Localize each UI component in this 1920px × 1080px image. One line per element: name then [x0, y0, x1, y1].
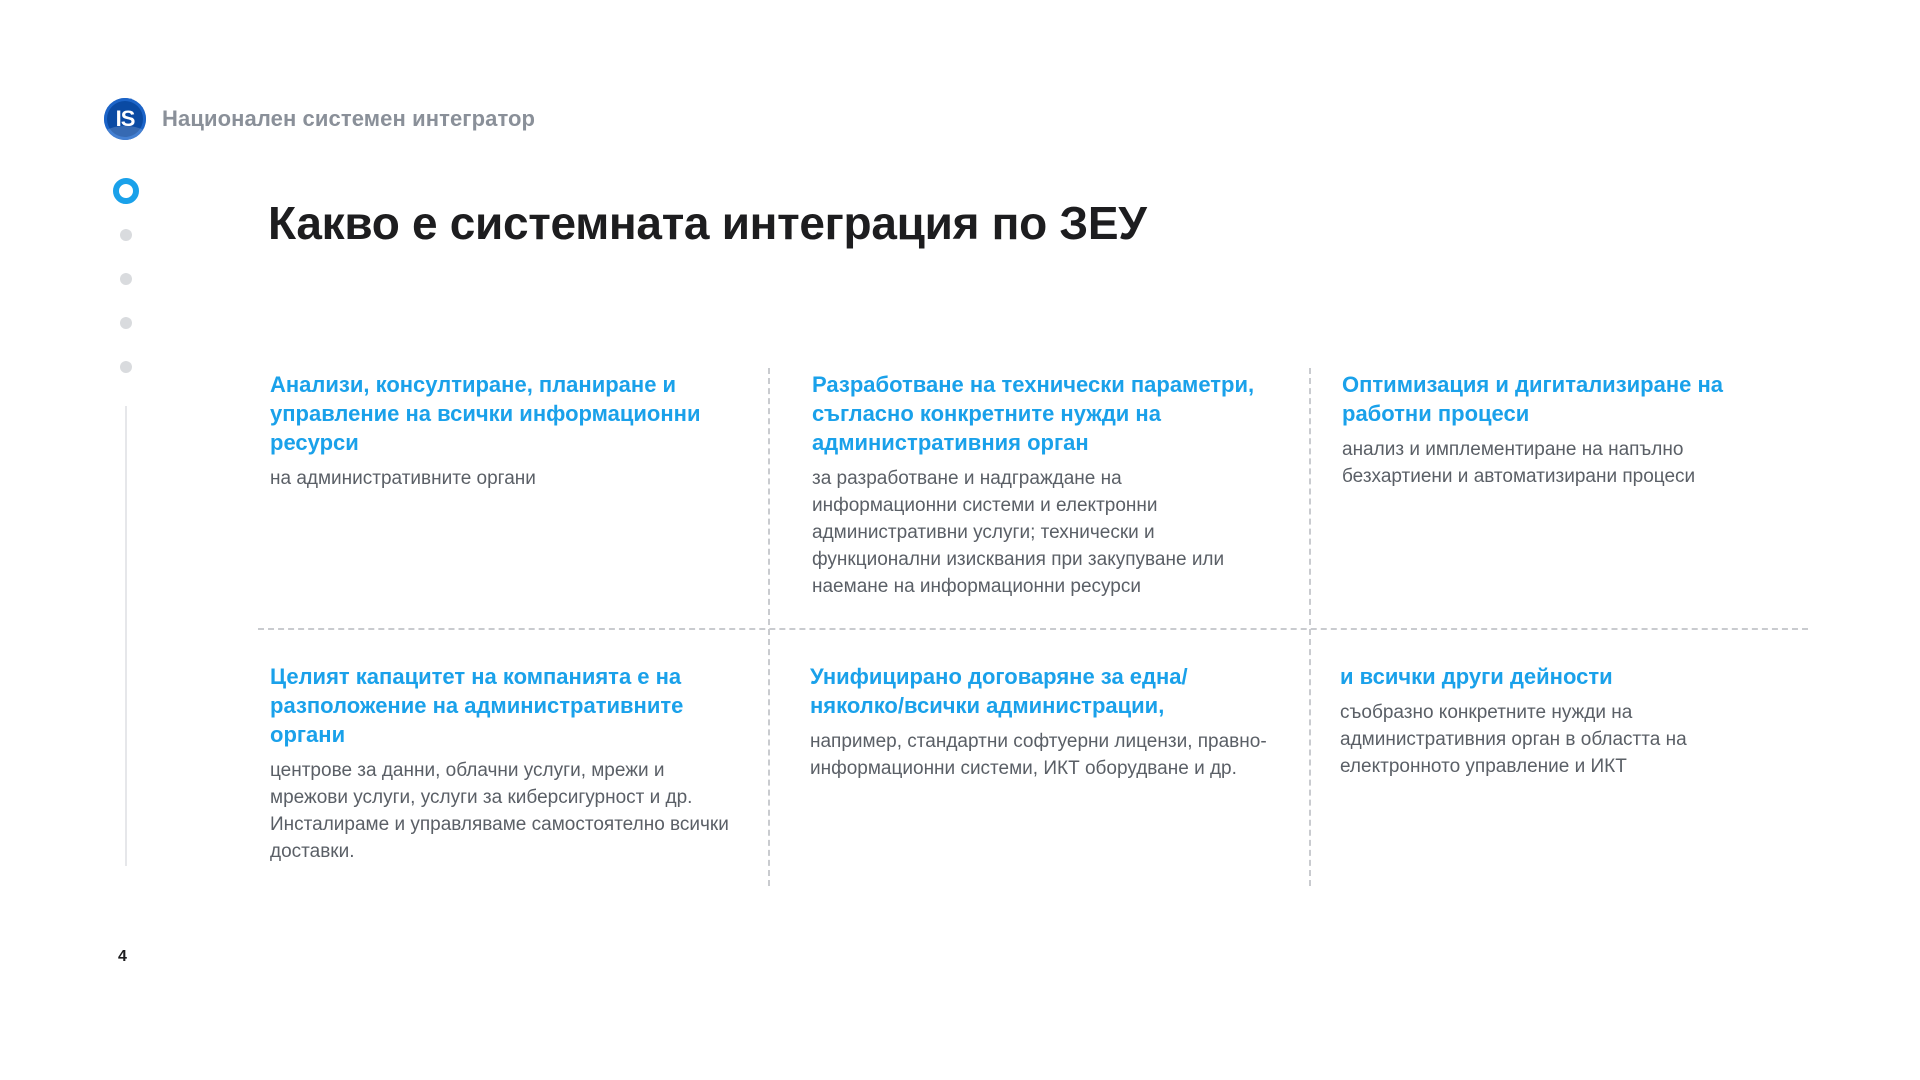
nav-dot-3[interactable]	[120, 273, 132, 285]
nav-dot-2[interactable]	[120, 229, 132, 241]
company-logo	[104, 98, 146, 140]
nav-dot-1[interactable]	[113, 178, 139, 204]
page-number: 4	[118, 948, 127, 965]
service-card	[270, 662, 730, 865]
grid-divider-vertical-1	[768, 368, 770, 886]
service-card-body: съобразно конкретните нужди на административния орган в областта на електронното управление и ИКТ	[1340, 702, 1687, 777]
service-card-title: и всички други дейности	[1340, 664, 1613, 689]
service-card-title: Разработване на технически параметри, съгласно конкретните нужди на административния орган	[812, 372, 1255, 455]
service-card-body: за разработване и надграждане на информационни системи и електронни административни услуги; технически и функционални изисквания при закупуване или наемане на информационни ресурси	[812, 468, 1225, 597]
service-card	[1340, 662, 1770, 780]
services-grid	[258, 368, 1808, 886]
service-card	[270, 370, 730, 492]
nav-dot-4[interactable]	[120, 317, 132, 329]
service-card	[810, 662, 1270, 782]
service-card	[1342, 370, 1772, 490]
service-card-body: например, стандартни софтуерни лицензи, правно-информационни системи, ИКТ оборудване и др.	[810, 731, 1267, 779]
header-brand[interactable]	[104, 98, 535, 140]
service-card-title: Целият капацитет на компанията е на разположение на административните органи	[270, 664, 684, 747]
service-card	[812, 370, 1272, 600]
nav-progress-line	[125, 406, 127, 866]
grid-divider-horizontal	[258, 628, 1808, 630]
service-card-title: Анализи, консултиране, планиране и управление на всички информационни ресурси	[270, 372, 701, 455]
service-card-title: Унифицирано договаряне за една/няколко/всички администрации,	[810, 664, 1188, 718]
slide-navigation	[112, 178, 140, 878]
brand-name: Национален системен интегратор	[162, 106, 536, 131]
service-card-body: центрове за данни, облачни услуги, мрежи и мрежови услуги, услуги за киберсигурност и др. Инсталираме и управляваме самостоятелно всички доставки.	[270, 760, 729, 862]
logo-text: IS	[115, 106, 135, 131]
service-card-body: анализ и имплементиране на напълно безхартиени и автоматизирани процеси	[1342, 439, 1696, 487]
service-card-title: Оптимизация и дигитализиране на работни процеси	[1342, 372, 1723, 426]
grid-divider-vertical-2	[1309, 368, 1311, 886]
page-title: Какво е системната интеграция по ЗЕУ	[268, 197, 1147, 249]
service-card-body: на административните органи	[270, 468, 536, 489]
nav-dot-5[interactable]	[120, 361, 132, 373]
